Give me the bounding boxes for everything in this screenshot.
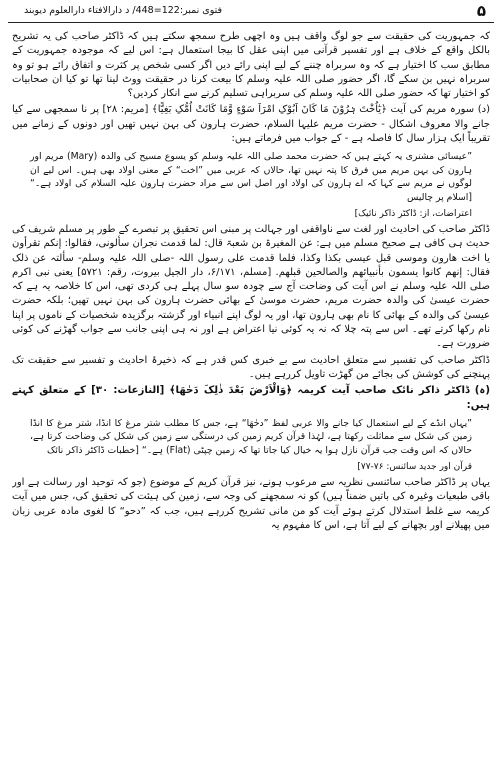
quote-missionaries — [30, 150, 472, 204]
paragraph-section-d: (د) سورہ مریم کی آیت ﴿یٰٓاُخْتَ ہٰرُوْنَ مَا کَانَ اَبُوْکِ امْرَاَ سَوْءٍ وَّمَا کَانَتْ اُمُّکِ بَغِیًّا﴾ [مریم: ۲۸] پر نا سمجھی سے کیا جانے والا معروف اشکال - حضرت مریم علیہا السلام، حضرت ہارون کی بہن نہیں تھیں اور دونوں کے زمانے میں تقریباً ایک ہزار سال کا فاصلہ ہے - کے جواب میں فرماتے ہیں: — [12, 104, 490, 145]
section-e-heading: (ہ) ڈاکٹر ذاکر نائک صاحب آیت کریمہ ﴿وَالْاَرْضَ بَعْدَ ذٰلِکَ دَحٰھَا﴾ [النازعات: ۳۰] کے متعلق کہتے ہیں: — [12, 385, 490, 411]
paragraph-hadith: ڈاکٹر صاحب کی احادیث اور لغت سے ناواقفی اور جہالت پر مبنی اس تحقیق پر تبصرے کے طور پر مسلم شریف کی حدیث ہی کافی ہے صحیح مسلم میں ہے: عن المغیرۃ بن شعبۃ قال: لما قدمت نجران سألونی، فقالوا: إنکم تقرأون یا اخت ھارون وموسی قبل عیسی بکذا وکذا، فلما قدمت علی رسول اللہ -صلی اللہ علیہ وسلم- سألتہ عن ذلک فقال: إنھم کانوا یسمون بأنبیائھم والصالحین قبلھم. [مسلم، ۶/۱۷۱، دار الجیل بیروت، رقم: ۵۷۲۱] یعنی نبی اکرم صلی اللہ علیہ وسلم نے اس آیت کی وضاحت آج سے چودہ سو سال پہلے ہی کردی تھی، اس کا خلاصہ یہ ہے کہ حضرت عیسیٰ کی والدہ حضرت مریم، حضرت موسیٰ کے بھائی حضرت ہارون کی بہن نہیں تھیں؛ بلکہ حضرت عیسیٰ کی والدہ کے بھائی کا نام بھی ہارون تھا، اور یہ لوگ اپنے انبیاء اور گزشتہ برگزیدہ شخصیات کے ناموں پر اپنا نام رکھا کرتے تھے۔ اس سے پتہ چلا کہ نہ یہ کوئی نیا اعتراض ہے اور نہ ہی اپنی جانب سے جواب گھڑنے کی کوئی ضرورت ہے۔ — [12, 224, 490, 350]
quote-text: ”یہاں انڈے کے لیے استعمال کیا جانے والا عربی لفظ ”دحٰھَا“ ہے، جس کا مطلب شتر مرغ کا انڈا، شتر مرغ کا انڈا زمین کی شکل سے مماثلت رکھتا ہے، لہٰذا قرآن کریم زمین کی درستگی سے زمین کی شکل کی وضاحت کرتا ہے، حالاں کہ اس وقت جب قرآن نازل ہوا یہ خیال کیا جاتا تھا کہ زمین چپٹی (Flat) ہے۔“ [خطبات ڈاکٹر ذاکر نائک — [30, 417, 472, 456]
quote-source: اعتراضات، از: ڈاکٹر ذاکر نائیک] — [354, 209, 472, 219]
quote-text: ”عیسائی مشنری یہ کہتے ہیں کہ حضرت محمد صلی اللہ علیہ وسلم کو یسوع مسیح کی والدہ (Mary) مریم اور ہارون کی بہن مریم میں فرق کا پتہ نہیں تھا، حالاں کہ عربی میں ”اخت“ کے معنی اولاد بھی ہیں۔ اس لیے ان لوگوں نے مریم سے کہا کہ اے ہارون کی اولاد اور اصل اس سے مراد حضرت ہارون علیہ السلام کی اولاد ہے۔“ [اسلام پر چالیس — [30, 151, 473, 203]
quote-ostrich-egg — [30, 417, 472, 457]
header-divider — [8, 22, 494, 23]
paragraph-closing: یہاں پر ڈاکٹر صاحب سائنسی نظریہ سے مرعوب ہونے، نیز قرآن کریم کے موضوع (جو کہ توحید اور رسالت ہے اور باقی طبعیات وغیرہ کی باتیں ضمناً ہیں) کو نہ سمجھنے کی وجہ سے، زمین کی ہیئت کی تحقیق کی، جس میں آیت کریمہ سے غلط استدلال کرتے ہوئے آیت کو من مانی تشریح کررہے ہیں، جب کہ ”دحو“ کا لغوی مادہ عربی زبان میں پھیلانے اور بچھانے کے لیے آتا ہے، اس کا مفہوم یہ — [12, 477, 490, 531]
page-header — [0, 0, 502, 24]
running-title: فتوی نمبر:122=448/ د دارالافتاء دارالعلوم دیوبند — [24, 5, 223, 16]
paragraph-tafsir: ڈاکٹر صاحب کی تفسیر سے متعلق احادیث سے بے خبری کس قدر ہے کہ ذخیرۂ احادیث و تفسیر سے حقیقت تک پہنچنے کی کوشش کی بجائے من گھڑت تاویل کررہے ہیں۔ — [12, 354, 490, 380]
paragraph-democracy: کہ جمہوریت کی حقیقت سے جو لوگ واقف ہیں وہ اچھی طرح سمجھ سکتے ہیں کہ ڈاکٹر صاحب کی یہ تشریح بالکل واقع کے خلاف ہے اور تفسیر قرآنی میں اپنی عقل کا بیجا استعمال ہے: اس لیے کہ موجودہ جمہوریت کے مطابق سب کا اختیار ہے کہ وہ سربراہ چننے کے لیے اپنی رائے دیں اگر کسی شخص پر کثرت و اتفاق رائے ہو تو وہ سربراہ نہیں بن سکے گا، اگر حضور صلی اللہ علیہ وسلم کا بیعت کرنا در حقیقت ووٹ لینا تھا تو کیا ان صحابیات کو اختیار تھا کہ حضور صلی اللہ علیہ وسلم کی سربراہی تسلیم کرنے سے انکار کردیں؟ — [12, 31, 490, 100]
page-body — [12, 30, 490, 757]
quote-source: قرآن اور جدید سائنس: ۷۶-۷۷] — [357, 462, 472, 473]
page-number: ۵ — [476, 2, 486, 20]
